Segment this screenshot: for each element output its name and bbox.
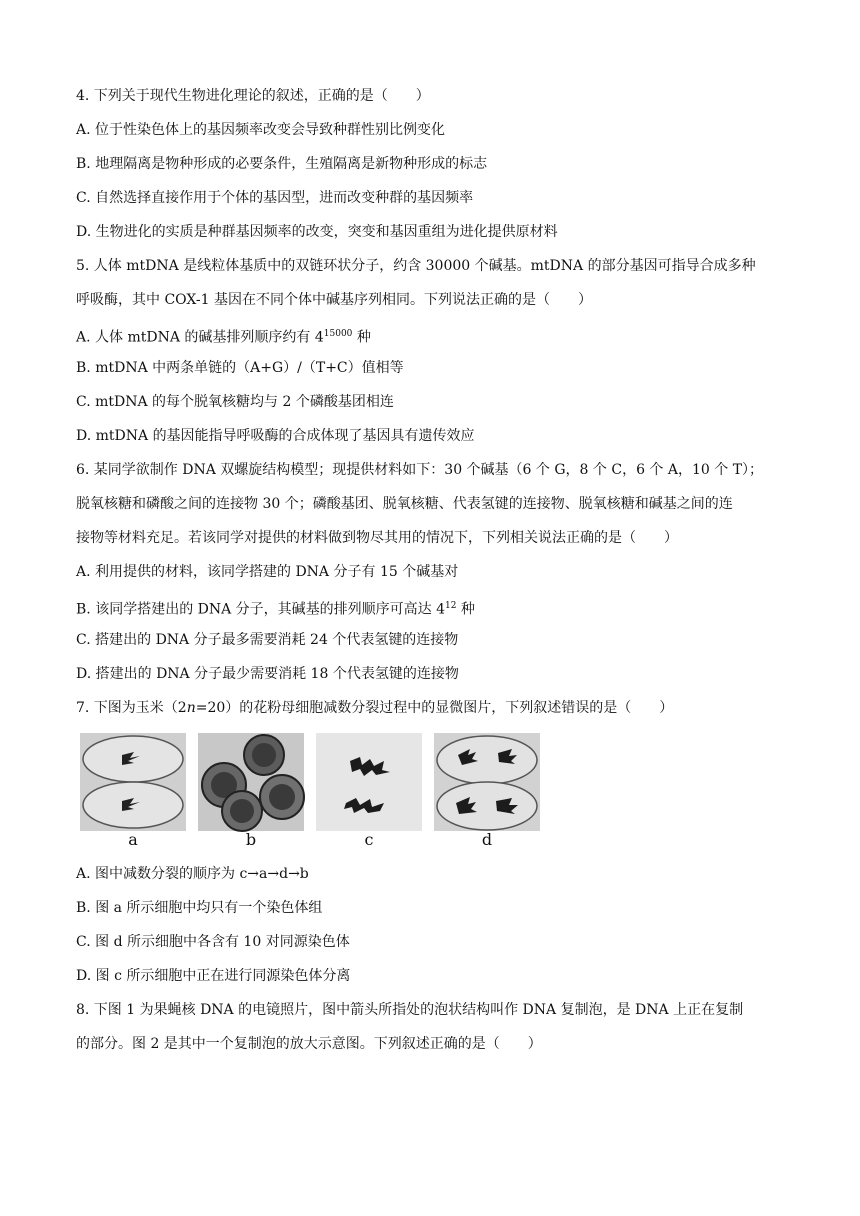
q6-option-b-suffix: 种: [456, 601, 475, 618]
q7-stem: [76, 698, 790, 718]
micrograph-panel-b: [198, 733, 304, 849]
q5-option-b: B. mtDNA 中两条单链的（A+G）/（T+C）值相等: [76, 360, 404, 376]
q8-stem-line1: 8. 下图 1 为果蝇核 DNA 的电镜照片，图中箭头所指处的泡状结构叫作 DNA 复制泡，是 DNA 上正在复制: [76, 1002, 744, 1018]
q7-option-d: D. 图 c 所示细胞中正在进行同源染色体分离: [76, 968, 351, 984]
panel-label-d: d: [481, 830, 493, 849]
panel-label-b: b: [245, 830, 257, 849]
q6-stem-line1: 6. 某同学欲制作 DNA 双螺旋结构模型；现提供材料如下：30 个碱基（6 个 G，8 个 C，6 个 A，10 个 T）；: [76, 462, 764, 478]
q5-option-a: [76, 324, 790, 348]
q6-option-c: C. 搭建出的 DNA 分子最多需要消耗 24 个代表氢键的连接物: [76, 632, 459, 648]
q6-option-d: D. 搭建出的 DNA 分子最少需要消耗 18 个代表氢键的连接物: [76, 666, 459, 682]
q7-stem-italic-n: n: [186, 700, 196, 716]
q6-stem-line3: 接物等材料充足。若该同学对提供的材料做到物尽其用的情况下，下列相关说法正确的是（ ）: [76, 530, 678, 546]
q4-stem: 4. 下列关于现代生物进化理论的叙述，正确的是（ ）: [76, 88, 430, 104]
q4-option-a: A. 位于性染色体上的基因频率改变会导致种群性别比例变化: [76, 122, 446, 138]
q7-option-a: A. 图中减数分裂的顺序为 c→a→d→b: [76, 866, 309, 882]
panel-label-a: a: [128, 830, 138, 849]
panel-label-c: c: [364, 830, 374, 849]
q5-stem-line2: 呼吸酶，其中 COX-1 基因在不同个体中碱基序列相同。下列说法正确的是（ ）: [76, 292, 592, 308]
micrograph-panel-d: [434, 733, 540, 849]
q6-option-b: [76, 596, 790, 620]
q5-option-c: C. mtDNA 的每个脱氧核糖均与 2 个磷酸基团相连: [76, 394, 394, 410]
micrograph-panel-a: [80, 733, 186, 849]
q7-stem-text: 7. 下图为玉米（2: [76, 700, 187, 716]
q6-stem-line2: 脱氧核糖和磷酸之间的连接物 30 个；磷酸基团、脱氧核糖、代表氢键的连接物、脱氧核糖和碱基之间的连: [76, 496, 733, 512]
q6-option-b-text: B. 该同学搭建出的 DNA 分子，其碱基的排列顺序可高达 4: [76, 601, 446, 618]
meiosis-micrograph-figure: [80, 733, 540, 849]
micrograph-b-image: [198, 733, 304, 831]
micrograph-d-image: [434, 733, 540, 831]
q5-option-a-suffix: 种: [352, 329, 371, 346]
q6-option-b-exponent: 12: [445, 601, 457, 611]
q7-stem-suffix: =20）的花粉母细胞减数分裂过程中的显微图片，下列叙述错误的是（ ）: [195, 700, 674, 716]
micrograph-c-image: [316, 733, 422, 831]
q5-option-a-text: A. 人体 mtDNA 的碱基排列顺序约有 4: [76, 329, 324, 346]
q7-option-b: B. 图 a 所示细胞中均只有一个染色体组: [76, 900, 323, 916]
micrograph-panel-c: [316, 733, 422, 849]
micrograph-a-image: [80, 733, 186, 831]
q4-option-c: C. 自然选择直接作用于个体的基因型，进而改变种群的基因频率: [76, 190, 474, 206]
q5-stem-line1: 5. 人体 mtDNA 是线粒体基质中的双链环状分子，约含 30000 个碱基。mtDNA 的部分基因可指导合成多种: [76, 258, 756, 274]
q5-option-d: D. mtDNA 的基因能指导呼吸酶的合成体现了基因具有遗传效应: [76, 428, 475, 444]
q8-stem-line2: 的部分。图 2 是其中一个复制泡的放大示意图。下列叙述正确的是（ ）: [76, 1036, 542, 1052]
q5-option-a-exponent: 15000: [323, 329, 353, 339]
q4-option-b: B. 地理隔离是物种形成的必要条件，生殖隔离是新物种形成的标志: [76, 156, 488, 172]
q6-option-a: A. 利用提供的材料，该同学搭建的 DNA 分子有 15 个碱基对: [76, 564, 459, 580]
q4-option-d: D. 生物进化的实质是种群基因频率的改变，突变和基因重组为进化提供原材料: [76, 224, 558, 240]
q7-option-c: C. 图 d 所示细胞中各含有 10 对同源染色体: [76, 934, 350, 950]
